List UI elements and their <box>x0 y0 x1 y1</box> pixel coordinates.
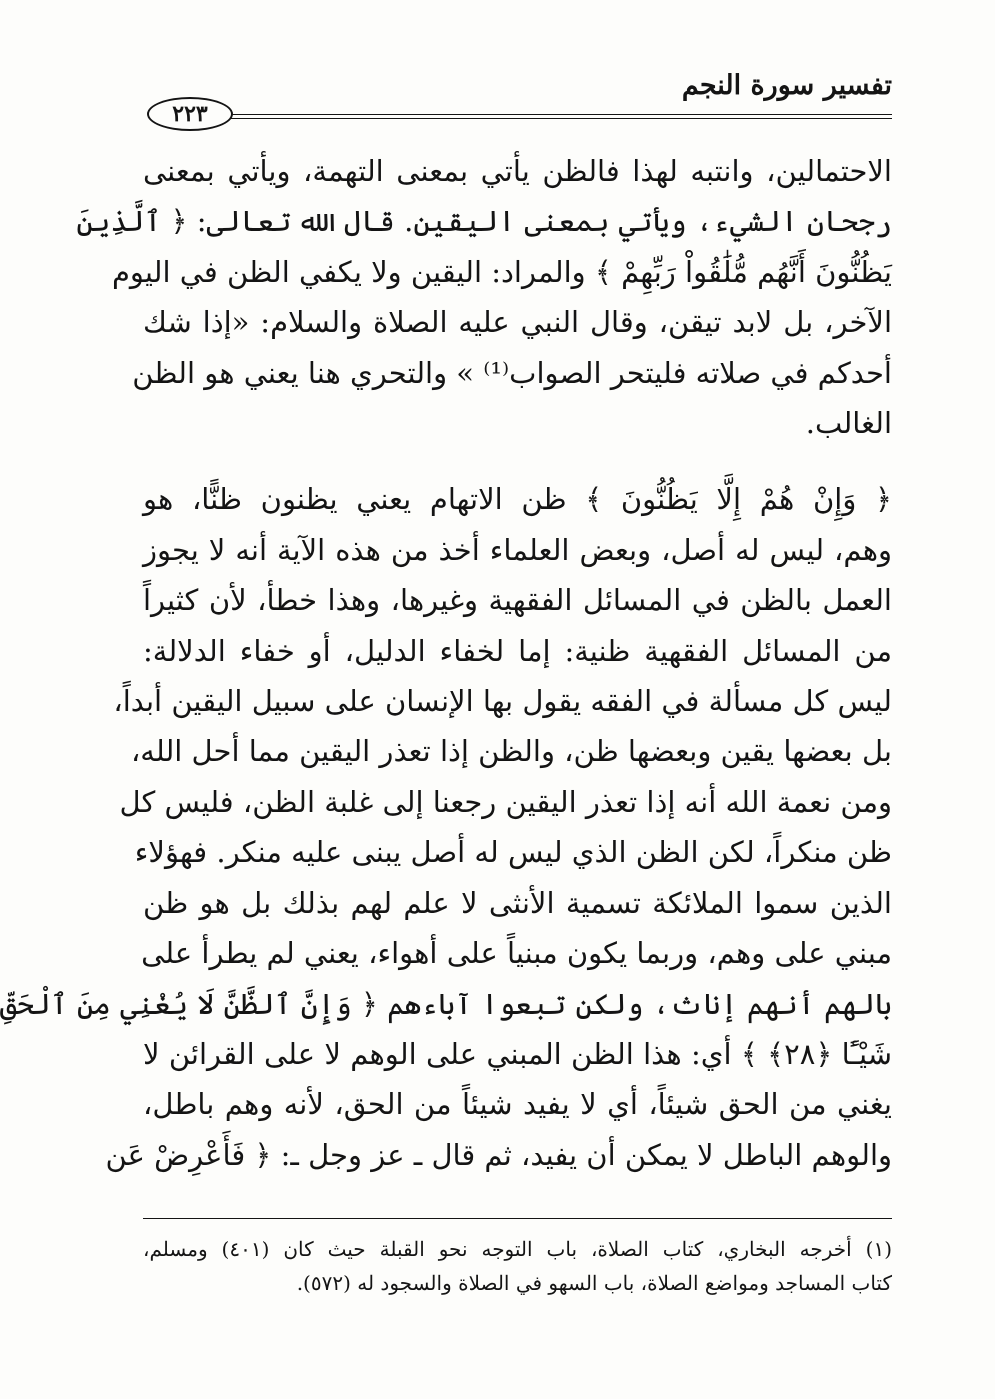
text-line: الذين سموا الملائكة تسمية الأنثى لا علم لهم بذلك بل هو ظن <box>143 885 892 920</box>
text-line: يغني من الحق شيئاً، أي لا يفيد شيئاً من الحق، لأنه وهم باطل، <box>143 1087 892 1122</box>
footnote-line: كتاب المساجد ومواضع الصلاة، باب السهو في الصلاة والسجود له (٥٧٢). <box>296 1271 892 1295</box>
body-text <box>0 146 893 1180</box>
text-line: بل بعضها يقين وبعضها ظن، والظن إذا تعذر اليقين مما أحل الله، <box>130 734 892 769</box>
text-line: ظن منكراً، لكن الظن الذي ليس له أصل يبنى عليه منكر. فهؤلاء <box>134 835 892 870</box>
text-line: من المسائل الفقهية ظنية: إما لخفاء الدليل، أو خفاء الدلالة: <box>143 633 892 668</box>
header-rule <box>227 114 892 119</box>
text-line: والوهم الباطل لا يمكن أن يفيد، ثم قال ـ عز وجل ـ: ﴿ فَأَعْرِضْ عَن <box>105 1137 892 1172</box>
text-line: بالهم أنهم إناث، ولكن تبعوا آباءهم ﴿ وَإِنَّ ٱلظَّنَّ لَا يُغْنِي مِنَ ٱلْحَقِّ <box>0 986 892 1021</box>
text-line: العمل بالظن في المسائل الفقهية وغيرها، وهذا خطأ، لأن كثيراً <box>143 583 892 618</box>
text-line: ﴿ وَإِنْ هُمْ إِلَّا يَظُنُّونَ ﴾ ظن الاتهام يعني يظنون ظنًّا، هو <box>143 482 892 517</box>
chapter-title: تفسير سورة النجم <box>681 70 892 101</box>
text-line: ومن نعمة الله أنه إذا تعذر اليقين رجعنا إلى غلبة الظن، فليس كل <box>119 784 892 819</box>
text-line: رجحان الشيء، ويأتي بمعنى اليقين. قال الله تعالى: ﴿ ٱلَّذِينَ <box>76 204 892 239</box>
text-line: ليس كل مسألة في الفقه يقول بها الإنسان على سبيل اليقين أبداً، <box>113 684 892 719</box>
paragraph-gap <box>143 448 892 474</box>
text-line: الآخر، بل لابد تيقن، وقال النبي عليه الصلاة والسلام: «إذا شك <box>143 305 892 340</box>
text-line: يَظُنُّونَ أَنَّهُم مُّلَٰقُواْ رَبِّهِمْ ﴾ والمراد: اليقين ولا يكفي الظن في اليوم <box>111 254 892 289</box>
footnote-rule <box>143 1218 892 1219</box>
text-line: شَيْـًٔا ﴿٢٨﴾ ﴾ أي: هذا الظن المبني على الوهم لا على القرائن لا <box>143 1036 893 1071</box>
text-line: مبني على وهم، وربما يكون مبنياً على أهواء، يعني لم يطرأ على <box>141 936 892 971</box>
page-header <box>147 66 892 126</box>
text-line: أحدكم في صلاته فليتحر الصواب⁽¹⁾ » والتحري هنا يعني هو الظن <box>132 355 892 390</box>
page-number: ٢٢٣ <box>147 97 233 131</box>
footnotes <box>143 1232 892 1300</box>
text-line: الغالب. <box>805 406 892 441</box>
footnote-line: (١) أخرجه البخاري، كتاب الصلاة، باب التوجه نحو القبلة حيث كان (٤٠١) ومسلم، <box>143 1237 892 1261</box>
text-line: الاحتمالين، وانتبه لهذا فالظن يأتي بمعنى التهمة، ويأتي بمعنى <box>143 154 892 188</box>
text-line: وهم، ليس له أصل، وبعض العلماء أخذ من هذه الآية أنه لا يجوز <box>143 532 892 567</box>
